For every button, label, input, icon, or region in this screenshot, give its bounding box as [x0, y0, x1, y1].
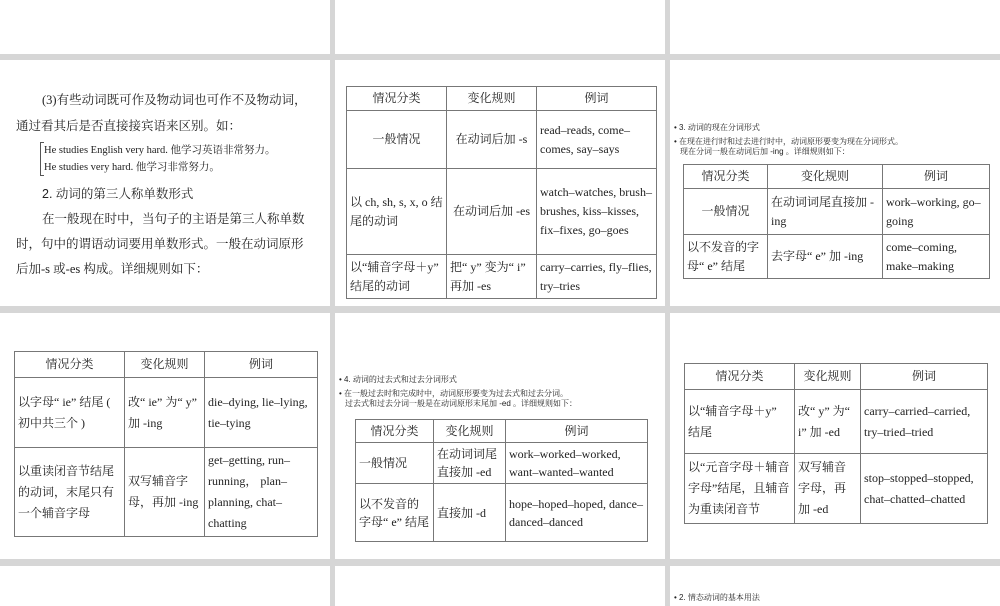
table-row [684, 189, 990, 235]
table-row [684, 235, 990, 279]
header-case: 情况分类 [347, 87, 447, 111]
cell-rule: 把“ y” 变为“ i” 再加 -es [447, 255, 537, 299]
bullet-heading: • 4. 动词的过去式和过去分词形式 [339, 375, 457, 384]
header-rule: 变化规则 [447, 87, 537, 111]
table-row [347, 255, 657, 299]
table-row [15, 378, 318, 448]
slide-thumbnail-top-3[interactable] [670, 0, 1000, 54]
slide-thumbnail-past-tense[interactable] [335, 313, 665, 559]
cell-example: get–getting, run–running， plan–planning, chat–chatting [205, 448, 318, 537]
example-sentence: He studies very hard. 他学习非常努力。 [44, 162, 220, 173]
bullet-text: 现在分词一般在动词后加 -ing 。详细规则如下： [680, 147, 850, 156]
cell-case: 一般情况 [684, 189, 768, 235]
header-example: 例词 [506, 420, 648, 443]
bullet-text: • 在一般过去时和完成时中，动词原形要变为过去式和过去分词。 [339, 389, 569, 398]
rules-table [346, 86, 657, 299]
rules-table [684, 363, 988, 524]
bullet-heading: • 2. 情态动词的基本用法 [674, 593, 760, 602]
table-row [347, 111, 657, 169]
slide-thumbnail-bottom-2[interactable] [335, 566, 665, 606]
cell-case: 一般情况 [347, 111, 447, 169]
slide-thumbnail-top-2[interactable] [335, 0, 665, 54]
slide-thumbnail-top-1[interactable] [0, 0, 330, 54]
table-row [356, 484, 648, 542]
cell-rule: 去字母“ e” 加 -ing [768, 235, 883, 279]
cell-rule: 直接加 -d [434, 484, 506, 542]
table-row [685, 454, 988, 524]
header-example: 例词 [205, 352, 318, 378]
table-row [685, 390, 988, 454]
slide-thumbnail-ing-rules[interactable] [0, 313, 330, 559]
table-row [15, 448, 318, 537]
cell-case: 以字母“ ie” 结尾 ( 初中共三个 ) [15, 378, 125, 448]
table-row [347, 169, 657, 255]
paragraph-line: 后加-s 或-es 构成。详细规则如下： [16, 262, 209, 276]
paragraph-line: (3)有些动词既可作及物动词也可作不及物动词， [42, 93, 307, 107]
cell-example: carry–carried–carried, try–tried–tried [861, 390, 988, 454]
cell-case: 以不发音的字母“ e” 结尾 [356, 484, 434, 542]
header-rule: 变化规则 [768, 165, 883, 189]
cell-case: 以重读闭音节结尾的动词，末尾只有一个辅音字母 [15, 448, 125, 537]
cell-rule: 在动词词尾直接加 -ing [768, 189, 883, 235]
header-rule: 变化规则 [795, 364, 861, 390]
slide-thumbnail-third-person-table[interactable] [335, 60, 665, 306]
bullet-heading: • 3. 动词的现在分词形式 [674, 123, 760, 132]
example-sentence: He studies English very hard. 他学习英语非常努力。 [44, 145, 276, 156]
rules-table [355, 419, 648, 542]
bullet-text: 过去式和过去分词一般是在动词原形末尾加 -ed 。详细规则如下： [345, 399, 578, 408]
cell-example: come–coming, make–making [883, 235, 990, 279]
cell-case: 以“辅音字母＋y” 结尾 [685, 390, 795, 454]
paragraph-line: 时，句中的谓语动词要用单数形式。一般在动词原形 [16, 237, 304, 251]
header-case: 情况分类 [685, 364, 795, 390]
cell-case: 以不发音的字母“ e” 结尾 [684, 235, 768, 279]
section-heading: 2. 动词的第三人称单数形式 [42, 187, 194, 201]
cell-rule: 改“ ie” 为“ y” 加 -ing [125, 378, 205, 448]
header-rule: 变化规则 [434, 420, 506, 443]
cell-case: 以“辅音字母＋y” 结尾的动词 [347, 255, 447, 299]
header-example: 例词 [861, 364, 988, 390]
cell-rule: 双写辅音字母，再加 -ed [795, 454, 861, 524]
cell-case: 一般情况 [356, 443, 434, 484]
cell-rule: 在动词词尾直接加 -ed [434, 443, 506, 484]
paragraph-line: 在一般现在时中，当句子的主语是第三人称单数 [42, 212, 305, 226]
cell-example: hope–hoped–hoped, dance–danced–danced [506, 484, 648, 542]
header-case: 情况分类 [684, 165, 768, 189]
rules-table [14, 351, 318, 537]
cell-example: work–working, go–going [883, 189, 990, 235]
slide-thumbnail-modal-verbs[interactable] [670, 566, 1000, 606]
header-case: 情况分类 [356, 420, 434, 443]
cell-case: 以 ch, sh, s, x, o 结尾的动词 [347, 169, 447, 255]
cell-case: 以“元音字母＋辅音字母”结尾，且辅音为重读闭音节 [685, 454, 795, 524]
slide-thumbnail-bottom-1[interactable] [0, 566, 330, 606]
cell-example: work–worked–worked, want–wanted–wanted [506, 443, 648, 484]
cell-rule: 在动词后加 -es [447, 169, 537, 255]
slide-thumbnail-third-person[interactable] [0, 60, 330, 306]
header-example: 例词 [883, 165, 990, 189]
bullet-text: • 在现在进行时和过去进行时中，动词原形要变为现在分词形式。 [674, 137, 904, 146]
cell-rule: 双写辅音字母，再加 -ing [125, 448, 205, 537]
slide-thumbnail-present-participle[interactable] [670, 60, 1000, 306]
cell-example: watch–watches, brush–brushes, kiss–kisses, fix–fixes, go–goes [537, 169, 657, 255]
slide-thumbnail-ed-rules[interactable] [670, 313, 1000, 559]
rules-table [683, 164, 990, 279]
cell-rule: 在动词后加 -s [447, 111, 537, 169]
table-row [356, 443, 648, 484]
header-example: 例词 [537, 87, 657, 111]
paragraph-line: 通过看其后是否直接接宾语来区别。如： [16, 119, 242, 133]
cell-example: read–reads, come–comes, say–says [537, 111, 657, 169]
cell-rule: 改“ y” 为“ i” 加 -ed [795, 390, 861, 454]
header-rule: 变化规则 [125, 352, 205, 378]
header-case: 情况分类 [15, 352, 125, 378]
cell-example: carry–carries, fly–flies, try–tries [537, 255, 657, 299]
cell-example: stop–stopped–stopped, chat–chatted–chatted [861, 454, 988, 524]
cell-example: die–dying, lie–lying, tie–tying [205, 378, 318, 448]
